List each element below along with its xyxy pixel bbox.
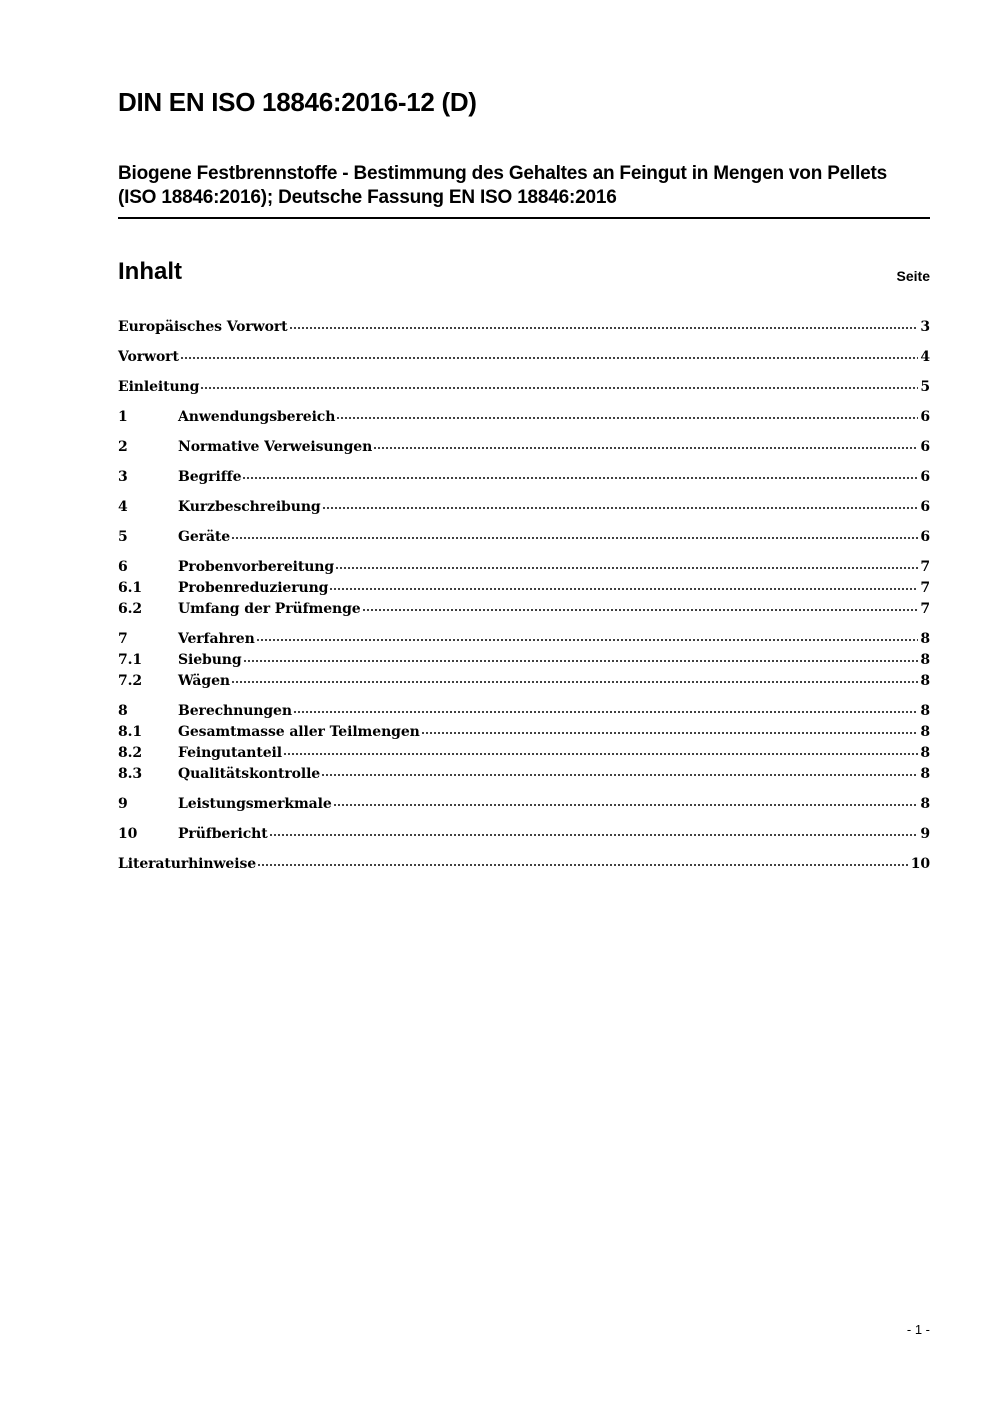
toc-entry-page: 5 [920, 379, 930, 395]
toc-entry-number: 1 [118, 409, 128, 425]
toc-entry-label: Begriffe [178, 469, 242, 485]
toc-entry-label: Europäisches Vorwort [118, 319, 288, 335]
toc-entry-label: Berechnungen [178, 703, 292, 719]
toc-entry-number: 10 [118, 826, 138, 842]
toc-entry-label: Wägen [178, 673, 230, 689]
toc-entry-label: Verfahren [178, 631, 255, 647]
toc-entry-label: Umfang der Prüfmenge [178, 601, 361, 617]
toc-entry-number: 8 [118, 703, 128, 719]
toc-entry-number: 6 [118, 559, 128, 575]
toc-entry-label: Geräte [178, 529, 231, 545]
toc-entry-page: 8 [920, 766, 930, 782]
toc-entry-page: 6 [920, 529, 930, 545]
page-number-footer: - 1 - [906, 1322, 930, 1337]
toc-entry-page: 10 [910, 856, 930, 872]
toc-entry-number: 2 [118, 439, 128, 455]
toc-entry [118, 743, 930, 764]
toc-entry-page: 8 [920, 631, 930, 647]
toc-entry-label: Kurzbeschreibung [178, 499, 321, 515]
toc-entry-page: 8 [920, 673, 930, 689]
table-of-contents [118, 317, 930, 875]
toc-entry-page: 7 [920, 559, 930, 575]
toc-entry-page: 6 [920, 439, 930, 455]
toc-entry-number: 3 [118, 469, 128, 485]
toc-entry [118, 671, 930, 692]
toc-entry [118, 557, 930, 578]
toc-entry-page: 7 [920, 580, 930, 596]
toc-entry-label: Probenreduzierung [178, 580, 329, 596]
toc-entry [118, 407, 930, 428]
toc-entry-page: 8 [920, 745, 930, 761]
toc-entry [118, 527, 930, 548]
toc-entry-page: 3 [920, 319, 930, 335]
toc-entry-number: 6.2 [118, 601, 143, 617]
toc-entry-page: 6 [920, 469, 930, 485]
toc-entry-label: Siebung [178, 652, 242, 668]
toc-entry-label: Leistungsmerkmale [178, 796, 332, 812]
toc-entry-label: Feingutanteil [178, 745, 282, 761]
toc-entry [118, 497, 930, 518]
toc-entry-page: 6 [920, 499, 930, 515]
toc-entry-number: 8.2 [118, 745, 143, 761]
toc-entry [118, 377, 930, 398]
toc-entry-page: 6 [920, 409, 930, 425]
toc-entry-label: Literaturhinweise [118, 856, 257, 872]
toc-entry-label: Qualitätskontrolle [178, 766, 321, 782]
toc-entry-number: 6.1 [118, 580, 143, 596]
toc-entry-label: Gesamtmasse aller Teilmengen [178, 724, 420, 740]
toc-entry-number: 7.2 [118, 673, 143, 689]
toc-entry [118, 794, 930, 815]
toc-entry-number: 7.1 [118, 652, 143, 668]
toc-header [118, 259, 930, 285]
toc-entry [118, 722, 930, 743]
toc-entry-page: 9 [920, 826, 930, 842]
toc-entry [118, 437, 930, 458]
toc-entry [118, 854, 930, 875]
toc-entry-page: 4 [920, 349, 930, 365]
toc-entry-number: 7 [118, 631, 128, 647]
document-number: DIN EN ISO 18846:2016-12 (D) [118, 87, 477, 117]
toc-entry [118, 467, 930, 488]
toc-entry [118, 764, 930, 785]
toc-entry-label: Normative Verweisungen [178, 439, 373, 455]
toc-entry-page: 8 [920, 652, 930, 668]
toc-entry [118, 317, 930, 338]
document-title: Biogene Festbrennstoffe - Bestimmung des Gehaltes an Feingut in Mengen von Pellets (ISO 18846:2016); Deutsche Fassung EN ISO 18846:2016 [118, 162, 930, 219]
toc-heading: Inhalt [118, 258, 182, 285]
toc-entry-page: 7 [920, 601, 930, 617]
toc-entry [118, 599, 930, 620]
toc-entry-label: Probenvorbereitung [178, 559, 335, 575]
toc-entry-label: Anwendungsbereich [178, 409, 336, 425]
toc-entry [118, 347, 930, 368]
toc-entry [118, 650, 930, 671]
toc-entry-number: 5 [118, 529, 128, 545]
toc-entry-number: 9 [118, 796, 128, 812]
toc-entry-number: 8.3 [118, 766, 143, 782]
toc-entry-number: 4 [118, 499, 128, 515]
toc-entry-label: Einleitung [118, 379, 200, 395]
toc-entry-label: Vorwort [118, 349, 179, 365]
toc-entry-page: 8 [920, 796, 930, 812]
toc-entry [118, 578, 930, 599]
toc-page-column-label: Seite [896, 268, 930, 284]
toc-entry-number: 8.1 [118, 724, 143, 740]
toc-entry [118, 701, 930, 722]
toc-entry [118, 824, 930, 845]
toc-entry-page: 8 [920, 724, 930, 740]
toc-entry-page: 8 [920, 703, 930, 719]
toc-entry-label: Prüfbericht [178, 826, 268, 842]
toc-entry [118, 629, 930, 650]
